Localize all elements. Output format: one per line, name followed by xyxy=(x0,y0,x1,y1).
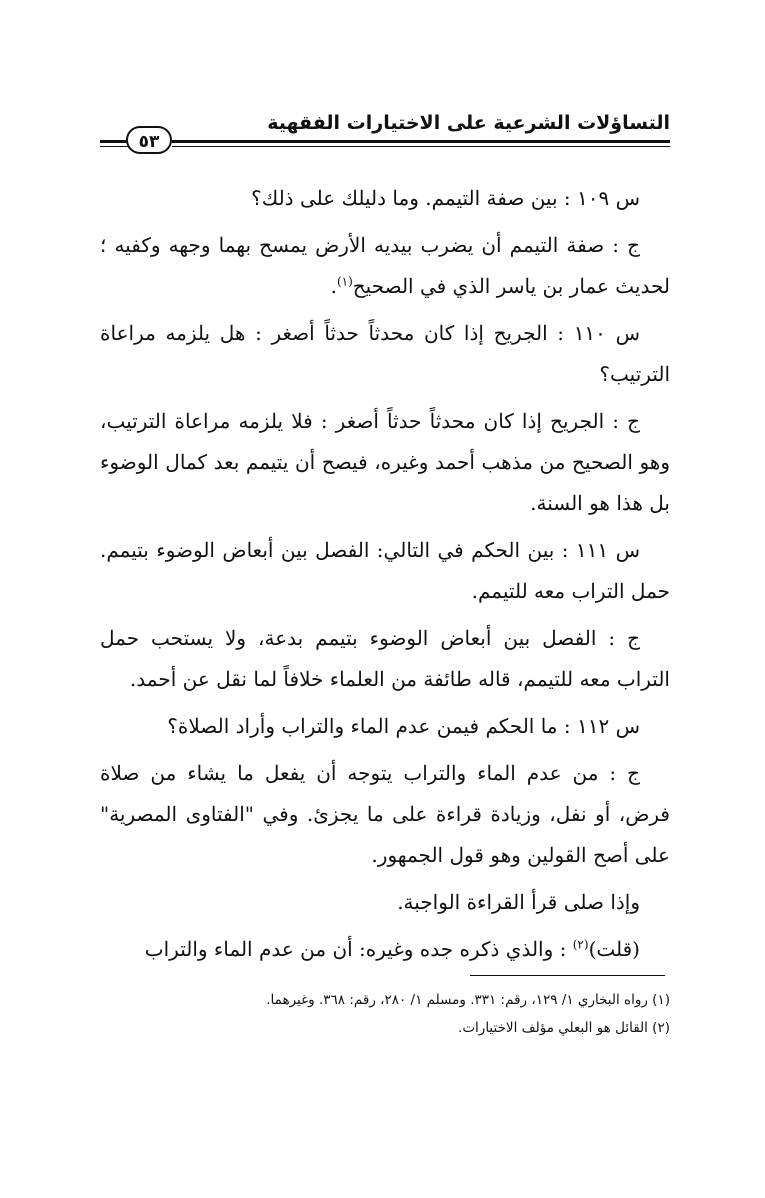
footnote-separator xyxy=(470,975,665,976)
footnote-2-mark: (٢) xyxy=(572,937,589,952)
question-109: س ١٠٩ : بين صفة التيمم. وما دليلك على ذلك؟ xyxy=(251,186,640,210)
answer-109 xyxy=(100,225,670,307)
question-110: س ١١٠ : الجريح إذا كان محدثاً حدثاً أصغر : هل يلزمه مراعاة الترتيب؟ xyxy=(100,321,670,386)
page-number-rule-thin xyxy=(100,146,128,147)
footnotes xyxy=(100,986,670,1042)
page-header xyxy=(100,108,670,158)
answer-110: ج : الجريح إذا كان محدثاً حدثاً أصغر : فلا يلزمه مراعاة الترتيب، وهو الصحيح من مذهب أحمد وغيره، فيصح أن يتيمم بعد كمال الوضوء بل هذا هو السنة. xyxy=(100,409,670,515)
question-111: س ١١١ : بين الحكم في التالي: الفصل بين أبعاض الوضوء بتيمم. حمل التراب معه للتيمم. xyxy=(100,538,670,603)
header-rule-thin xyxy=(172,146,670,147)
page-number: ٥٣ xyxy=(126,126,172,154)
header-rule xyxy=(172,140,670,143)
running-title: التساؤلات الشرعية على الاختيارات الفقهية xyxy=(267,112,670,134)
answer-111: ج : الفصل بين أبعاض الوضوء بتيمم بدعة، ولا يستحب حمل التراب معه للتيمم، قاله طائفة من العلماء خلافاً لما نقل عن أحمد. xyxy=(100,626,670,691)
answer-112-continued: وإذا صلى قرأ القراءة الواجبة. xyxy=(397,890,640,914)
answer-109-text: ج : صفة التيمم أن يضرب بيديه الأرض يمسح بهما وجهه وكفيه ؛ لحديث عمار بن ياسر الذي في الصحيح xyxy=(100,233,670,298)
qult-paragraph xyxy=(100,929,670,970)
period: . xyxy=(330,274,337,298)
footnote-1-mark: (١) xyxy=(336,274,353,289)
answer-112: ج : من عدم الماء والتراب يتوجه أن يفعل ما يشاء من صلاة فرض، أو نفل، وزيادة قراءة على ما يجزئ. وفي "الفتاوى المصرية" على أصح القولين وهو قول الجمهور. xyxy=(100,761,670,867)
page-number-rule xyxy=(100,140,128,143)
qult-label: (قلت) xyxy=(588,937,640,961)
qult-text: والذي ذكره جده وغيره: أن من عدم الماء والتراب xyxy=(144,937,554,961)
footnote-2: (٢) القائل هو البعلي مؤلف الاختيارات. xyxy=(458,1020,670,1036)
colon: : xyxy=(559,937,573,961)
question-112: س ١١٢ : ما الحكم فيمن عدم الماء والتراب وأراد الصلاة؟ xyxy=(167,714,640,738)
page-body xyxy=(100,178,670,976)
footnote-1: (١) رواه البخاري ١/ ١٢٩، رقم: ٣٣١. ومسلم ١/ ٢٨٠، رقم: ٣٦٨. وغيرهما. xyxy=(266,992,670,1008)
